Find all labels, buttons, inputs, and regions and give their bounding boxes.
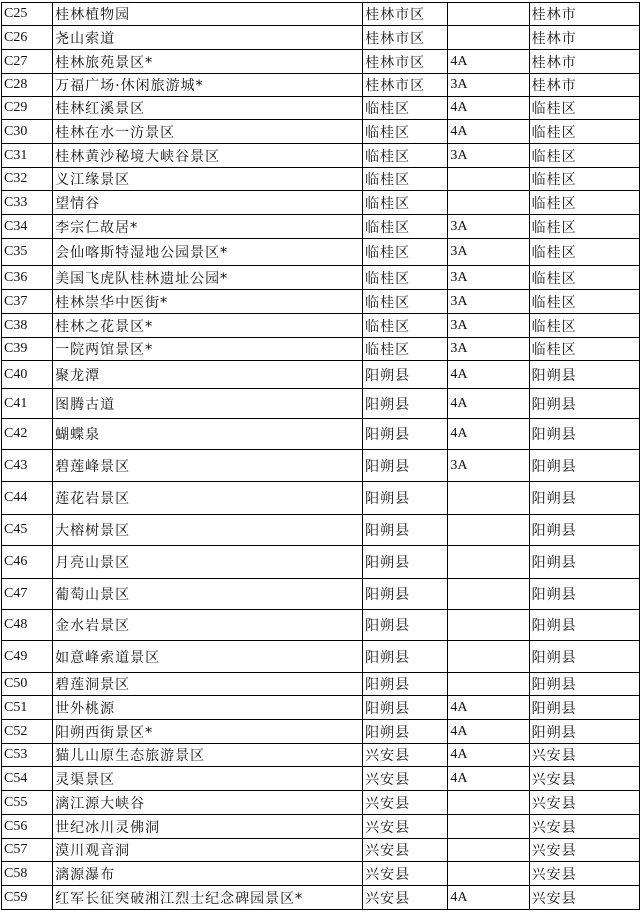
cell-city: 兴安县 (529, 744, 639, 767)
cell-city: 临桂区 (529, 266, 639, 290)
cell-code: C37 (2, 290, 53, 314)
table-row (2, 314, 640, 338)
cell-code: C36 (2, 266, 53, 290)
cell-code: C31 (2, 144, 53, 168)
cell-site-name: 猫儿山原生态旅游景区 (53, 744, 363, 767)
cell-grade: 4A (448, 361, 529, 389)
cell-city: 阳朔县 (529, 579, 639, 610)
cell-code: C25 (2, 3, 53, 26)
table-row (2, 767, 640, 791)
cell-city: 阳朔县 (529, 482, 639, 515)
cell-city: 临桂区 (529, 290, 639, 314)
cell-district: 兴安县 (363, 839, 448, 862)
cell-code: C40 (2, 361, 53, 389)
cell-site-name: 望情谷 (53, 191, 363, 215)
cell-grade: 4A (448, 767, 529, 791)
cell-city: 阳朔县 (529, 419, 639, 450)
cell-grade (448, 673, 529, 696)
table-row (2, 744, 640, 767)
cell-city: 临桂区 (529, 314, 639, 338)
cell-grade (448, 641, 529, 673)
cell-city: 阳朔县 (529, 361, 639, 389)
cell-district: 临桂区 (363, 191, 448, 215)
cell-grade: 4A (448, 744, 529, 767)
cell-city: 兴安县 (529, 839, 639, 862)
table-row (2, 815, 640, 839)
cell-code: C45 (2, 515, 53, 546)
cell-code: C47 (2, 579, 53, 610)
table-row (2, 862, 640, 886)
table-row (2, 266, 640, 290)
cell-site-name: 灵渠景区 (53, 767, 363, 791)
cell-code: C58 (2, 862, 53, 886)
cell-district: 阳朔县 (363, 419, 448, 450)
cell-site-name: 桂林红溪景区 (53, 97, 363, 120)
cell-city: 桂林市 (529, 74, 639, 97)
cell-code: C59 (2, 886, 53, 910)
cell-city: 阳朔县 (529, 610, 639, 641)
cell-site-name: 会仙喀斯特湿地公园景区* (53, 239, 363, 266)
cell-code: C42 (2, 419, 53, 450)
cell-district: 桂林市区 (363, 50, 448, 74)
cell-city: 桂林市 (529, 50, 639, 74)
cell-code: C49 (2, 641, 53, 673)
cell-district: 桂林市区 (363, 74, 448, 97)
cell-code: C51 (2, 696, 53, 720)
cell-grade (448, 168, 529, 191)
table-row (2, 3, 640, 26)
cell-grade: 3A (448, 314, 529, 338)
cell-grade (448, 26, 529, 50)
table-row (2, 144, 640, 168)
cell-grade (448, 546, 529, 579)
cell-code: C56 (2, 815, 53, 839)
cell-grade: 3A (448, 266, 529, 290)
cell-code: C55 (2, 791, 53, 815)
cell-district: 阳朔县 (363, 361, 448, 389)
cell-city: 阳朔县 (529, 546, 639, 579)
table-row (2, 191, 640, 215)
cell-site-name: 莲花岩景区 (53, 482, 363, 515)
cell-city: 阳朔县 (529, 450, 639, 482)
cell-grade (448, 862, 529, 886)
cell-code: C29 (2, 97, 53, 120)
cell-district: 阳朔县 (363, 389, 448, 419)
table-row (2, 120, 640, 144)
cell-district: 临桂区 (363, 215, 448, 239)
cell-code: C32 (2, 168, 53, 191)
cell-district: 兴安县 (363, 886, 448, 910)
table-row (2, 50, 640, 74)
cell-site-name: 万福广场·休闲旅游城* (53, 74, 363, 97)
cell-site-name: 世外桃源 (53, 696, 363, 720)
cell-district: 阳朔县 (363, 546, 448, 579)
table-row (2, 641, 640, 673)
cell-site-name: 阳朔西街景区* (53, 720, 363, 744)
cell-code: C30 (2, 120, 53, 144)
cell-district: 阳朔县 (363, 515, 448, 546)
cell-grade: 3A (448, 215, 529, 239)
table-row (2, 290, 640, 314)
cell-code: C43 (2, 450, 53, 482)
cell-district: 兴安县 (363, 862, 448, 886)
cell-district: 兴安县 (363, 744, 448, 767)
cell-district: 兴安县 (363, 815, 448, 839)
cell-city: 临桂区 (529, 168, 639, 191)
cell-site-name: 李宗仁故居* (53, 215, 363, 239)
cell-site-name: 一院两馆景区* (53, 338, 363, 361)
cell-grade: 4A (448, 696, 529, 720)
cell-site-name: 如意峰索道景区 (53, 641, 363, 673)
cell-city: 临桂区 (529, 338, 639, 361)
scenic-sites-table (1, 2, 640, 910)
table-row (2, 97, 640, 120)
table-row (2, 74, 640, 97)
cell-district: 临桂区 (363, 314, 448, 338)
cell-site-name: 碧莲峰景区 (53, 450, 363, 482)
cell-district: 阳朔县 (363, 482, 448, 515)
cell-site-name: 桂林植物园 (53, 3, 363, 26)
cell-site-name: 桂林崇华中医街* (53, 290, 363, 314)
cell-code: C26 (2, 26, 53, 50)
table-row (2, 579, 640, 610)
cell-site-name: 尧山索道 (53, 26, 363, 50)
cell-code: C39 (2, 338, 53, 361)
cell-grade (448, 839, 529, 862)
cell-city: 阳朔县 (529, 673, 639, 696)
cell-site-name: 漓源瀑布 (53, 862, 363, 886)
cell-grade: 3A (448, 338, 529, 361)
cell-district: 临桂区 (363, 290, 448, 314)
cell-city: 阳朔县 (529, 389, 639, 419)
cell-district: 阳朔县 (363, 720, 448, 744)
cell-grade (448, 815, 529, 839)
cell-city: 兴安县 (529, 862, 639, 886)
cell-site-name: 聚龙潭 (53, 361, 363, 389)
cell-code: C27 (2, 50, 53, 74)
cell-city: 兴安县 (529, 815, 639, 839)
cell-code: C28 (2, 74, 53, 97)
cell-code: C52 (2, 720, 53, 744)
cell-site-name: 桂林黄沙秘境大峡谷景区 (53, 144, 363, 168)
cell-grade: 4A (448, 886, 529, 910)
table-row (2, 515, 640, 546)
table-row (2, 338, 640, 361)
cell-site-name: 漓江源大峡谷 (53, 791, 363, 815)
cell-code: C41 (2, 389, 53, 419)
table-row (2, 168, 640, 191)
cell-grade: 3A (448, 144, 529, 168)
cell-district: 临桂区 (363, 168, 448, 191)
cell-district: 临桂区 (363, 144, 448, 168)
table-row (2, 791, 640, 815)
table-row (2, 215, 640, 239)
cell-code: C38 (2, 314, 53, 338)
cell-district: 阳朔县 (363, 579, 448, 610)
cell-site-name: 蝴蝶泉 (53, 419, 363, 450)
cell-district: 兴安县 (363, 767, 448, 791)
cell-city: 阳朔县 (529, 515, 639, 546)
table-row (2, 450, 640, 482)
cell-city: 临桂区 (529, 215, 639, 239)
cell-code: C54 (2, 767, 53, 791)
cell-district: 临桂区 (363, 266, 448, 290)
cell-grade: 4A (448, 419, 529, 450)
cell-code: C57 (2, 839, 53, 862)
cell-grade (448, 515, 529, 546)
table-row (2, 696, 640, 720)
table-row (2, 361, 640, 389)
table-body (2, 3, 640, 910)
cell-site-name: 桂林在水一汸景区 (53, 120, 363, 144)
table-row (2, 482, 640, 515)
cell-grade: 4A (448, 97, 529, 120)
cell-city: 临桂区 (529, 239, 639, 266)
cell-grade: 4A (448, 50, 529, 74)
cell-city: 临桂区 (529, 191, 639, 215)
table-row (2, 26, 640, 50)
table-row (2, 419, 640, 450)
table-row (2, 389, 640, 419)
cell-grade (448, 579, 529, 610)
cell-code: C33 (2, 191, 53, 215)
cell-city: 阳朔县 (529, 720, 639, 744)
cell-city: 临桂区 (529, 97, 639, 120)
cell-grade: 4A (448, 389, 529, 419)
cell-site-name: 美国飞虎队桂林遗址公园* (53, 266, 363, 290)
cell-grade (448, 610, 529, 641)
cell-grade: 3A (448, 450, 529, 482)
cell-district: 阳朔县 (363, 610, 448, 641)
table-row (2, 546, 640, 579)
cell-city: 阳朔县 (529, 696, 639, 720)
cell-city: 阳朔县 (529, 641, 639, 673)
cell-code: C35 (2, 239, 53, 266)
cell-district: 临桂区 (363, 338, 448, 361)
cell-city: 兴安县 (529, 791, 639, 815)
cell-district: 桂林市区 (363, 26, 448, 50)
cell-grade: 4A (448, 120, 529, 144)
cell-city: 临桂区 (529, 120, 639, 144)
cell-city: 桂林市 (529, 26, 639, 50)
cell-site-name: 金水岩景区 (53, 610, 363, 641)
table-row (2, 886, 640, 910)
cell-city: 桂林市 (529, 3, 639, 26)
cell-district: 阳朔县 (363, 450, 448, 482)
table-row (2, 839, 640, 862)
cell-grade: 3A (448, 239, 529, 266)
cell-district: 阳朔县 (363, 641, 448, 673)
cell-district: 兴安县 (363, 791, 448, 815)
cell-grade (448, 3, 529, 26)
table-row (2, 610, 640, 641)
cell-grade (448, 791, 529, 815)
cell-code: C44 (2, 482, 53, 515)
cell-district: 阳朔县 (363, 673, 448, 696)
table-row (2, 720, 640, 744)
cell-site-name: 漠川观音洞 (53, 839, 363, 862)
cell-grade: 4A (448, 720, 529, 744)
cell-site-name: 大榕树景区 (53, 515, 363, 546)
table-row (2, 673, 640, 696)
cell-grade (448, 191, 529, 215)
cell-district: 临桂区 (363, 97, 448, 120)
cell-city: 兴安县 (529, 767, 639, 791)
table-row (2, 239, 640, 266)
cell-district: 临桂区 (363, 239, 448, 266)
cell-site-name: 月亮山景区 (53, 546, 363, 579)
cell-code: C46 (2, 546, 53, 579)
cell-site-name: 义江缘景区 (53, 168, 363, 191)
cell-district: 桂林市区 (363, 3, 448, 26)
cell-site-name: 桂林旅苑景区* (53, 50, 363, 74)
cell-code: C53 (2, 744, 53, 767)
cell-city: 兴安县 (529, 886, 639, 910)
cell-site-name: 红军长征突破湘江烈士纪念碑园景区* (53, 886, 363, 910)
cell-site-name: 图腾古道 (53, 389, 363, 419)
cell-code: C48 (2, 610, 53, 641)
cell-site-name: 世纪冰川灵佛洞 (53, 815, 363, 839)
cell-site-name: 碧莲洞景区 (53, 673, 363, 696)
cell-grade: 3A (448, 74, 529, 97)
cell-district: 阳朔县 (363, 696, 448, 720)
cell-code: C50 (2, 673, 53, 696)
cell-city: 临桂区 (529, 144, 639, 168)
cell-code: C34 (2, 215, 53, 239)
cell-grade (448, 482, 529, 515)
cell-district: 临桂区 (363, 120, 448, 144)
cell-grade: 3A (448, 290, 529, 314)
cell-site-name: 桂林之花景区* (53, 314, 363, 338)
cell-site-name: 葡萄山景区 (53, 579, 363, 610)
